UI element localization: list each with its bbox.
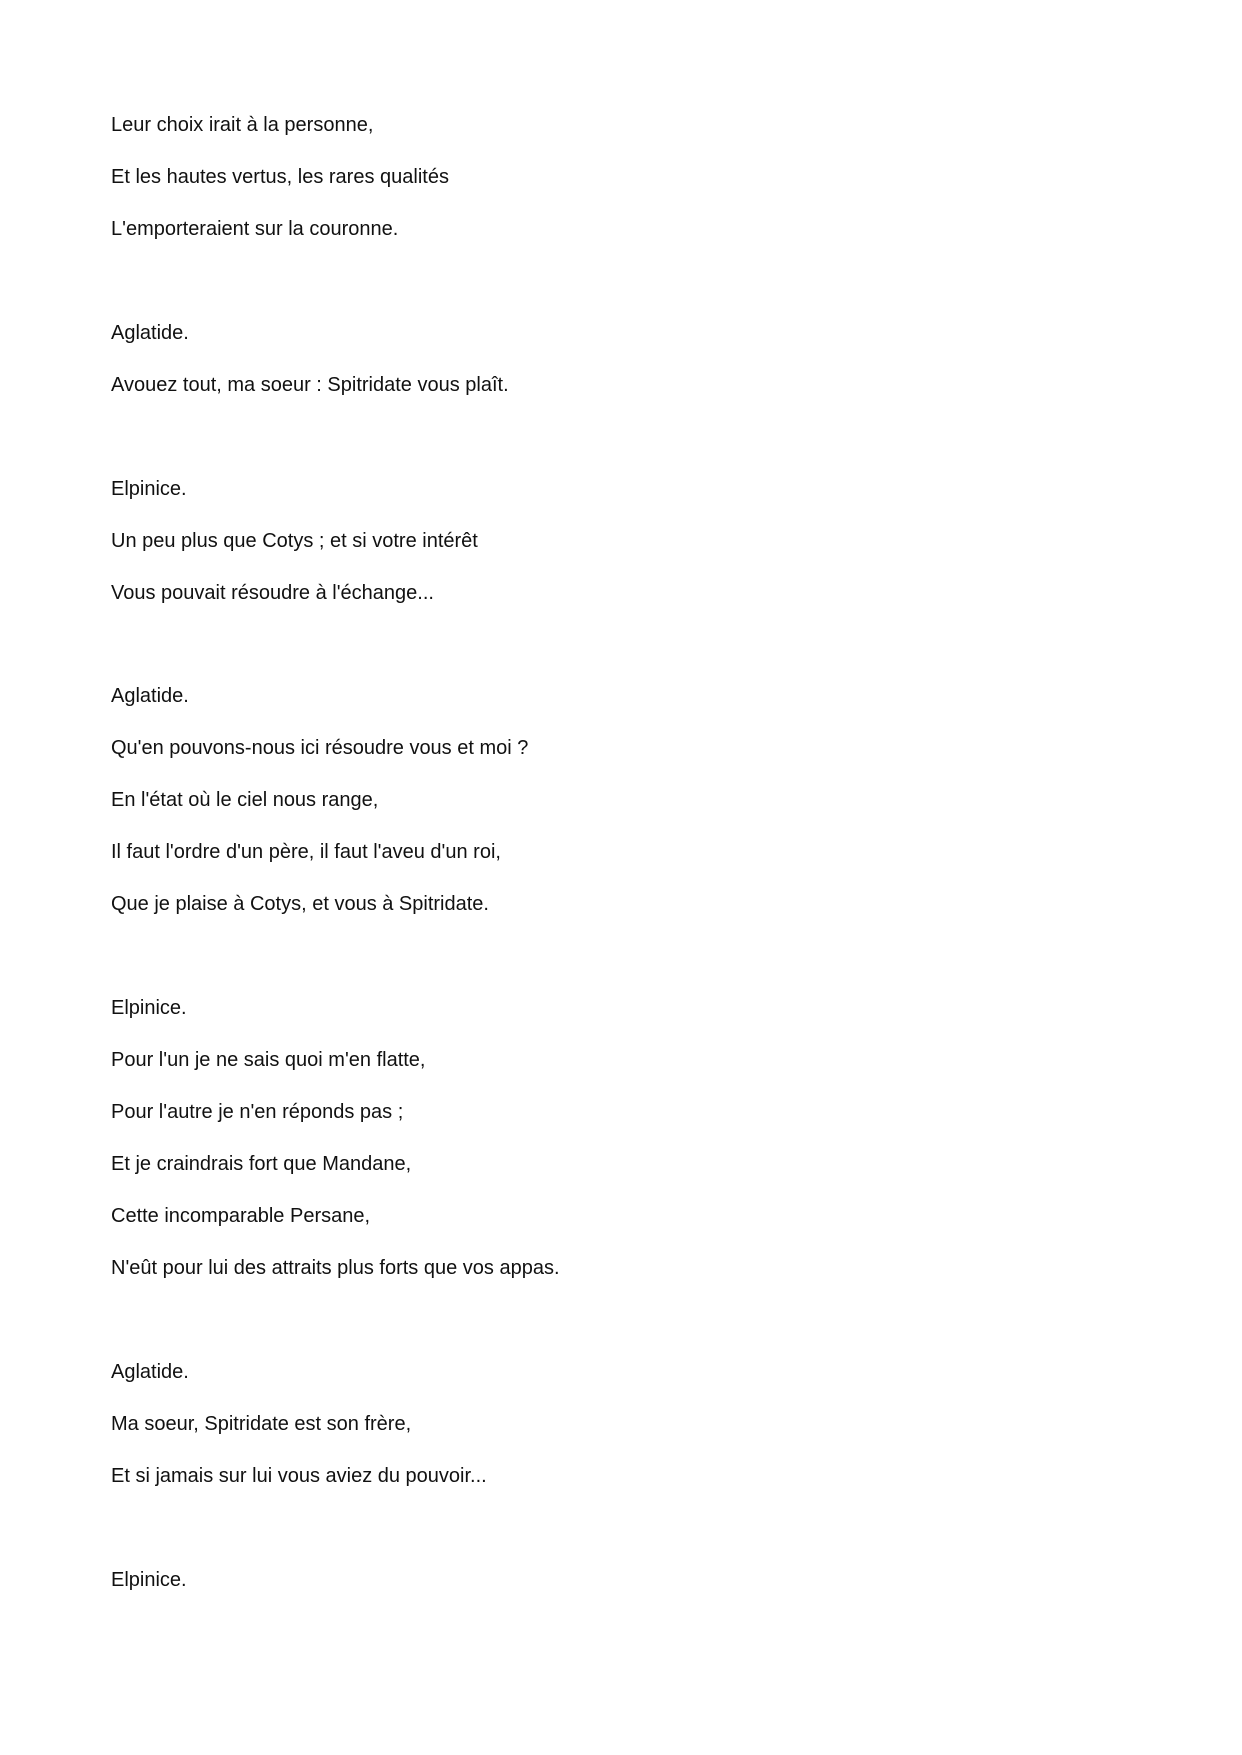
verse-line: Pour l'autre je n'en réponds pas ; xyxy=(111,1101,404,1123)
verse-line: L'emporteraient sur la couronne. xyxy=(111,218,399,240)
verse-line: Qu'en pouvons-nous ici résoudre vous et moi ? xyxy=(111,737,529,759)
verse-line: En l'état où le ciel nous range, xyxy=(111,789,379,811)
verse-line: Leur choix irait à la personne, xyxy=(111,114,374,136)
speaker-name: Aglatide. xyxy=(111,685,189,707)
verse-line: Que je plaise à Cotys, et vous à Spitridate. xyxy=(111,893,489,915)
verse-line: Et les hautes vertus, les rares qualités xyxy=(111,166,449,188)
speaker-name: Elpinice. xyxy=(111,997,187,1019)
verse-line: Il faut l'ordre d'un père, il faut l'aveu d'un roi, xyxy=(111,841,501,863)
speaker-name: Elpinice. xyxy=(111,478,187,500)
verse-line: Vous pouvait résoudre à l'échange... xyxy=(111,582,434,604)
verse-line: N'eût pour lui des attraits plus forts que vos appas. xyxy=(111,1257,560,1279)
verse-line: Avouez tout, ma soeur : Spitridate vous plaît. xyxy=(111,374,509,396)
speaker-name: Aglatide. xyxy=(111,322,189,344)
verse-line: Ma soeur, Spitridate est son frère, xyxy=(111,1413,412,1435)
verse-line: Et je craindrais fort que Mandane, xyxy=(111,1153,412,1175)
verse-line: Un peu plus que Cotys ; et si votre intérêt xyxy=(111,530,478,552)
verse-line: Et si jamais sur lui vous aviez du pouvoir... xyxy=(111,1465,487,1487)
verse-line: Cette incomparable Persane, xyxy=(111,1205,371,1227)
speaker-name: Elpinice. xyxy=(111,1569,187,1591)
verse-line: Pour l'un je ne sais quoi m'en flatte, xyxy=(111,1049,426,1071)
speaker-name: Aglatide. xyxy=(111,1361,189,1383)
